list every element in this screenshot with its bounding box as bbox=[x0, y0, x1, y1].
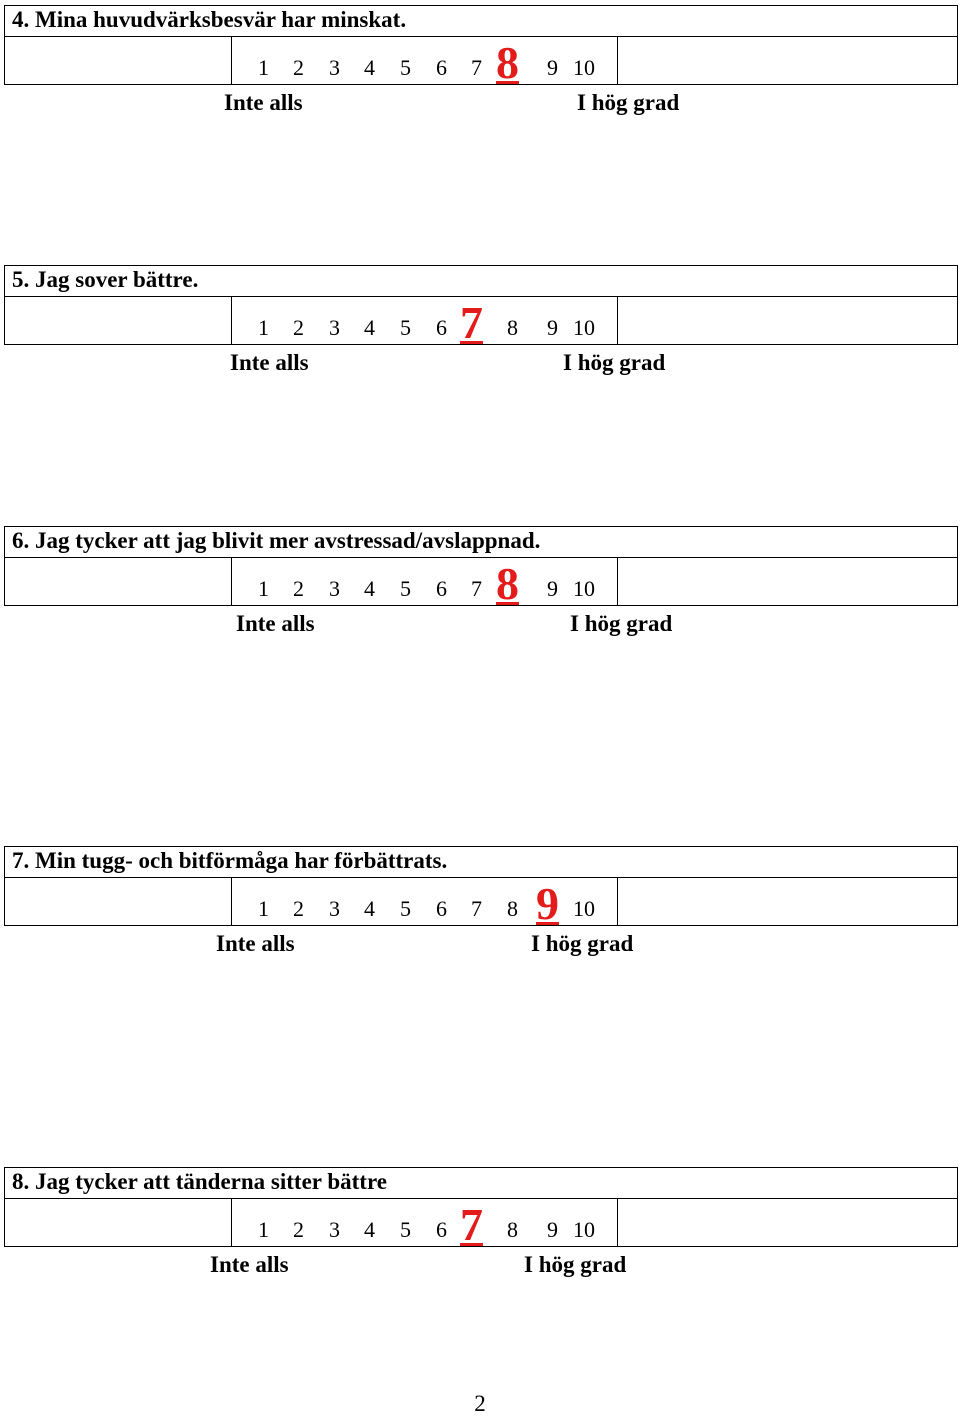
scale-option-10[interactable]: 10 bbox=[573, 896, 595, 921]
question-divider bbox=[5, 36, 957, 37]
scale-option-4[interactable]: 4 bbox=[364, 55, 375, 80]
scale-option-4[interactable]: 4 bbox=[364, 576, 375, 601]
scale-high-label: I hög grad bbox=[524, 1252, 627, 1277]
scale-low-label: Inte alls bbox=[216, 931, 295, 956]
question-title: 7. Min tugg- och bitförmåga har förbättrats. bbox=[12, 848, 448, 873]
scale-high-label: I hög grad bbox=[570, 611, 673, 636]
question-vline-left bbox=[231, 296, 232, 344]
scale-option-2[interactable]: 2 bbox=[293, 576, 304, 601]
question-vline-left bbox=[231, 557, 232, 605]
scale-option-10[interactable]: 10 bbox=[573, 576, 595, 601]
question-vline-right bbox=[617, 557, 618, 605]
question-title: 8. Jag tycker att tänderna sitter bättre bbox=[12, 1169, 387, 1194]
question-vline-right bbox=[617, 1198, 618, 1246]
scale-option-3[interactable]: 3 bbox=[329, 1217, 340, 1242]
question-title: 6. Jag tycker att jag blivit mer avstressad/avslappnad. bbox=[12, 528, 541, 553]
scale-option-2[interactable]: 2 bbox=[293, 1217, 304, 1242]
scale-low-label: Inte alls bbox=[210, 1252, 289, 1277]
scale-option-6[interactable]: 6 bbox=[436, 315, 447, 340]
scale-option-2[interactable]: 2 bbox=[293, 896, 304, 921]
scale-option-6[interactable]: 6 bbox=[436, 55, 447, 80]
scale-option-2[interactable]: 2 bbox=[293, 315, 304, 340]
scale-option-7[interactable]: 7 bbox=[471, 576, 482, 601]
scale-option-5[interactable]: 5 bbox=[400, 896, 411, 921]
scale-low-label: Inte alls bbox=[224, 90, 303, 115]
scale-high-label: I hög grad bbox=[531, 931, 634, 956]
scale-option-1[interactable]: 1 bbox=[258, 315, 269, 340]
scale-option-9[interactable]: 9 bbox=[547, 315, 558, 340]
scale-option-5[interactable]: 5 bbox=[400, 315, 411, 340]
scale-option-2[interactable]: 2 bbox=[293, 55, 304, 80]
question-vline-right bbox=[617, 877, 618, 925]
scale-option-8[interactable]: 8 bbox=[507, 896, 518, 921]
scale-option-3[interactable]: 3 bbox=[329, 315, 340, 340]
scale-option-8[interactable]: 8 bbox=[507, 315, 518, 340]
scale-high-label: I hög grad bbox=[563, 350, 666, 375]
page-number: 2 bbox=[474, 1391, 486, 1416]
scale-option-8-selected[interactable]: 8 bbox=[496, 37, 519, 88]
scale-option-5[interactable]: 5 bbox=[400, 576, 411, 601]
question-vline-left bbox=[231, 36, 232, 84]
scale-option-5[interactable]: 5 bbox=[400, 1217, 411, 1242]
scale-high-label: I hög grad bbox=[577, 90, 680, 115]
scale-option-9[interactable]: 9 bbox=[547, 1217, 558, 1242]
scale-option-9[interactable]: 9 bbox=[547, 55, 558, 80]
scale-option-4[interactable]: 4 bbox=[364, 896, 375, 921]
question-divider bbox=[5, 877, 957, 878]
question-vline-left bbox=[231, 1198, 232, 1246]
scale-option-6[interactable]: 6 bbox=[436, 896, 447, 921]
scale-option-6[interactable]: 6 bbox=[436, 576, 447, 601]
question-vline-left bbox=[231, 877, 232, 925]
question-title: 5. Jag sover bättre. bbox=[12, 267, 199, 292]
scale-option-9[interactable]: 9 bbox=[547, 576, 558, 601]
scale-option-7-selected[interactable]: 7 bbox=[460, 297, 483, 348]
scale-option-7-selected[interactable]: 7 bbox=[460, 1199, 483, 1250]
question-title: 4. Mina huvudvärksbesvär har minskat. bbox=[12, 7, 407, 32]
scale-option-10[interactable]: 10 bbox=[573, 1217, 595, 1242]
scale-option-4[interactable]: 4 bbox=[364, 1217, 375, 1242]
scale-low-label: Inte alls bbox=[230, 350, 309, 375]
scale-option-10[interactable]: 10 bbox=[573, 315, 595, 340]
scale-low-label: Inte alls bbox=[236, 611, 315, 636]
scale-option-1[interactable]: 1 bbox=[258, 55, 269, 80]
scale-option-8-selected[interactable]: 8 bbox=[496, 558, 519, 609]
scale-option-5[interactable]: 5 bbox=[400, 55, 411, 80]
scale-option-1[interactable]: 1 bbox=[258, 896, 269, 921]
scale-option-8[interactable]: 8 bbox=[507, 1217, 518, 1242]
scale-option-3[interactable]: 3 bbox=[329, 896, 340, 921]
question-vline-right bbox=[617, 296, 618, 344]
scale-option-3[interactable]: 3 bbox=[329, 576, 340, 601]
scale-option-3[interactable]: 3 bbox=[329, 55, 340, 80]
question-vline-right bbox=[617, 36, 618, 84]
scale-option-7[interactable]: 7 bbox=[471, 55, 482, 80]
scale-option-7[interactable]: 7 bbox=[471, 896, 482, 921]
scale-option-1[interactable]: 1 bbox=[258, 1217, 269, 1242]
scale-option-10[interactable]: 10 bbox=[573, 55, 595, 80]
question-divider bbox=[5, 557, 957, 558]
scale-option-4[interactable]: 4 bbox=[364, 315, 375, 340]
scale-option-6[interactable]: 6 bbox=[436, 1217, 447, 1242]
scale-option-9-selected[interactable]: 9 bbox=[536, 878, 559, 929]
scale-option-1[interactable]: 1 bbox=[258, 576, 269, 601]
